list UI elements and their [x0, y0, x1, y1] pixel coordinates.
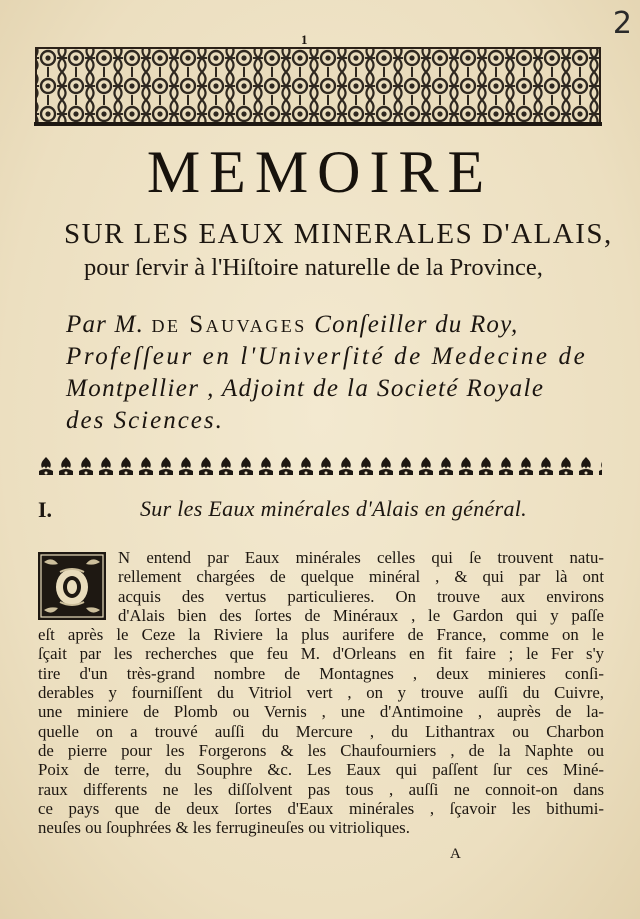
- text-line: ce pays que de deux ſortes d'Eaux minérales , ſçavoir les bithumi-: [38, 798, 604, 818]
- folio-mark: 1: [301, 32, 308, 47]
- text-line: eſt après le Ceze la Riviere la plus aurifere de France, comme on le: [38, 625, 604, 645]
- ornamental-rule: [36, 455, 602, 477]
- page-title: MEMOIRE: [146, 139, 494, 205]
- author-prefix: Par M.: [66, 311, 145, 338]
- subtitle-line-2: pour ſervir à l'Hiſtoire naturelle de la Province,: [84, 254, 543, 281]
- text-line: acquis des vertus particulieres. On trouve aux environs: [118, 586, 604, 606]
- catchword: A: [450, 846, 461, 862]
- text-line: N entend par Eaux minérales celles qui ſe trouvent natu-: [118, 548, 604, 567]
- text-line: quelle on a trouvé auſſi du Mercure , du Lithantrax ou Charbon: [38, 721, 604, 741]
- text-line: raux differents ne les diſſolvent pas tous , auſſi ne connoit-on dans: [38, 779, 604, 799]
- author-title: Conſeiller du Roy,: [314, 311, 519, 338]
- body-paragraph: [38, 548, 604, 837]
- text-line: tire d'un très-grand nombre de Montagnes , deux minieres conſi-: [38, 663, 604, 683]
- subtitle-line-1: SUR LES EAUX MINERALES D'ALAIS,: [64, 218, 613, 250]
- text-line: de pierre pour les Forgerons & les Chaufourniers , de la Naphte ou: [38, 740, 604, 760]
- headpiece-ornament: [34, 44, 602, 128]
- author-name: de Sauvages: [151, 311, 307, 338]
- text-line: ſçait par les recherches que feu M. d'Orleans en fit faire ; le Fer s'y: [38, 644, 604, 664]
- text-line: neuſes ou ſouphrées & les ferrugineuſes ou vitrioliques.: [38, 818, 410, 838]
- text-line: Poix de terre, du Souphre &c. Les Eaux qui paſſent ſur ces Miné-: [38, 760, 604, 780]
- section-title: Sur les Eaux minérales d'Alais en général.: [140, 496, 527, 521]
- text-line: derables y fourniſſent du Vitriol vert , on y trouve auſſi du Cuivre,: [38, 683, 604, 703]
- text-line: d'Alais bien des ſortes de Minéraux , le Gardon qui y paſſe: [118, 605, 604, 625]
- author-line-4: des Sciences.: [66, 407, 224, 434]
- author-line-3: Montpellier , Adjoint de la Societé Royale: [66, 375, 545, 402]
- handwritten-page-number: 2: [612, 6, 632, 41]
- text-line: une miniere de Plomb ou Vernis , une d'Antimoine , auprès de la-: [38, 702, 604, 722]
- author-line-1: [66, 311, 519, 339]
- section-number: I.: [38, 497, 53, 522]
- text-line: rellement chargées de quelque minéral , & qui par là ont: [118, 567, 604, 587]
- author-line-2: Profeſſeur en l'Univerſité de Medecine de: [66, 343, 588, 370]
